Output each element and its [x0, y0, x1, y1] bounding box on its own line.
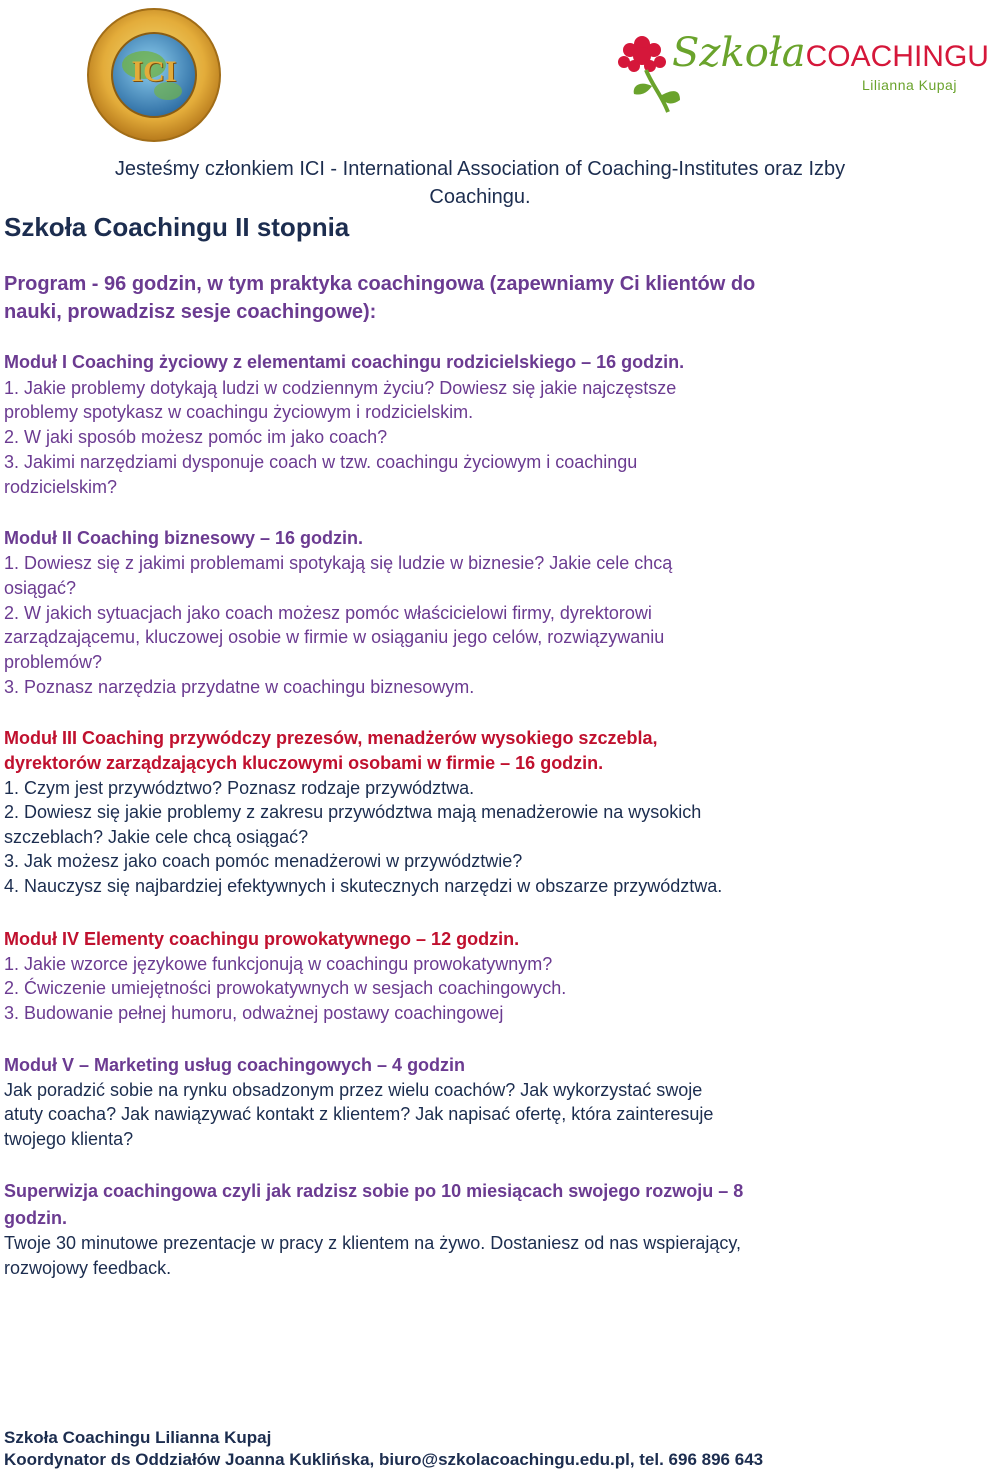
logo-word-coachingu: COACHINGU [805, 40, 989, 73]
module-3-heading: Moduł III Coaching przywódczy prezesów, menadżerów wysokiego szczebla, [4, 728, 658, 748]
footer-contact: Koordynator ds Oddziałów Joanna Kuklińska, biuro@szkolacoachingu.edu.pl, tel. 696 896 643 [4, 1450, 764, 1469]
module-2-heading: Moduł II Coaching biznesowy – 16 godzin. [4, 528, 364, 548]
module-2-line: zarządzającemu, kluczowej osobie w firmie w osiąganiu jego celów, rozwiązywaniu [4, 627, 665, 647]
membership-intro [0, 155, 960, 211]
supervision-line: rozwojowy feedback. [4, 1258, 172, 1278]
program-line: Program - 96 godzin, w tym praktyka coachingowa (zapewniamy Ci klientów do [4, 273, 756, 295]
module-1-line: 2. W jaki sposób możesz pomóc im jako coach? [4, 427, 388, 447]
module-4-line: 1. Jakie wzorce językowe funkcjonują w coachingu prowokatywnym? [4, 954, 553, 974]
program-line: nauki, prowadzisz sesje coachingowe): [4, 301, 377, 323]
supervision-heading: godzin. [4, 1208, 67, 1228]
supervision-heading: Superwizja coachingowa czyli jak radzisz sobie po 10 miesiącach swojego rozwoju – 8 [4, 1181, 744, 1201]
module-2-line: 1. Dowiesz się z jakimi problemami spotykają się ludzie w biznesie? Jakie cele chcą [4, 553, 673, 573]
intro-line: Jesteśmy członkiem ICI - International Association of Coaching-Institutes oraz Izby [114, 158, 846, 180]
module-3-line: 4. Nauczysz się najbardziej efektywnych i skutecznych narzędzi w obszarze przywództwa. [4, 876, 723, 896]
module-3-line: 1. Czym jest przywództwo? Poznasz rodzaje przywództwa. [4, 778, 475, 798]
module-5-heading: Moduł V – Marketing usług coachingowych – 4 godzin [4, 1055, 466, 1075]
module-2-line: 2. W jakich sytuacjach jako coach możesz pomóc właścicielowi firmy, dyrektorowi [4, 603, 652, 623]
module-5-line: twojego klienta? [4, 1129, 134, 1149]
module-3-heading: dyrektorów zarządzających kluczowymi osobami w firmie – 16 godzin. [4, 753, 604, 773]
module-1-line: 1. Jakie problemy dotykają ludzi w codziennym życiu? Dowiesz się jakie najczęstsze [4, 378, 677, 398]
logo-owner-name: Lilianna Kupaj [862, 77, 957, 93]
module-3-line: szczeblach? Jakie cele chcą osiągać? [4, 827, 309, 847]
logo-word-szkola: Szkoła [672, 30, 806, 76]
ici-logo [84, 5, 224, 145]
module-2-line: osiągać? [4, 578, 77, 598]
module-4-line: 2. Ćwiczenie umiejętności prowokatywnych w sesjach coachingowych. [4, 978, 567, 998]
school-logo [612, 30, 989, 116]
footer-school-name: Szkoła Coachingu Lilianna Kupaj [4, 1428, 272, 1447]
module-4-heading: Moduł IV Elementy coachingu prowokatywnego – 12 godzin. [4, 929, 520, 949]
module-1-line: rodzicielskim? [4, 477, 118, 497]
ici-center-text: ICI [131, 55, 177, 88]
module-5-line: atuty coacha? Jak nawiązywać kontakt z klientem? Jak napisać ofertę, która zainteresuje [4, 1104, 714, 1124]
module-3-line: 3. Jak możesz jako coach pomóc menadżerowi w przywództwie? [4, 851, 523, 871]
module-1-line: 3. Jakimi narzędziami dysponuje coach w tzw. coachingu życiowym i coachingu [4, 452, 638, 472]
module-4-line: 3. Budowanie pełnej humoru, odważnej postawy coachingowej [4, 1003, 504, 1023]
module-1-line: problemy spotykasz w coachingu życiowym i rodzicielskim. [4, 402, 474, 422]
intro-line: Coachingu. [429, 186, 531, 208]
module-5-line: Jak poradzić sobie na rynku obsadzonym przez wielu coachów? Jak wykorzystać swoje [4, 1080, 703, 1100]
program-summary [4, 270, 755, 326]
module-3-line: 2. Dowiesz się jakie problemy z zakresu przywództwa mają menadżerowie na wysokich [4, 802, 702, 822]
module-1-heading: Moduł I Coaching życiowy z elementami coachingu rodzicielskiego – 16 godzin. [4, 352, 685, 372]
page-title: Szkoła Coachingu II stopnia [4, 212, 350, 242]
module-2-line: 3. Poznasz narzędzia przydatne w coachingu biznesowym. [4, 677, 475, 697]
module-2-line: problemów? [4, 652, 103, 672]
supervision-line: Twoje 30 minutowe prezentacje w pracy z klientem na żywo. Dostaniesz od nas wspierający, [4, 1233, 742, 1253]
